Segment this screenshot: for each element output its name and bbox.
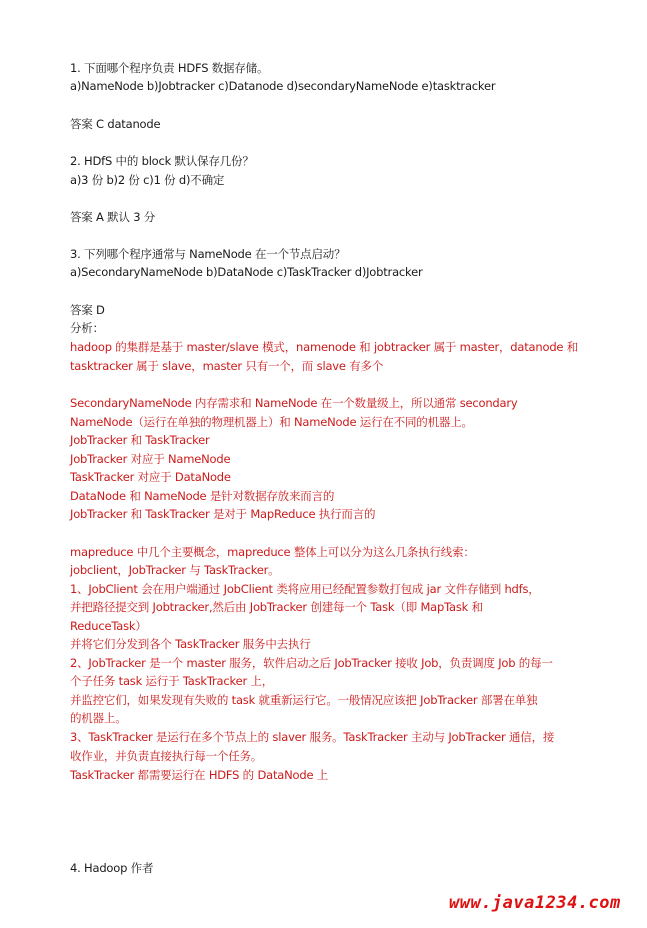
analysis-line: ReduceTask） [70,619,147,633]
analysis-line: 1、JobClient 会在用户端通过 JobClient 类将应用已经配置参数打包成 jar 文件存储到 hdfs， [70,582,540,596]
analysis-line: 并把路径提交到 Jobtracker,然后由 JobTracker 创建每一个 Task（即 MapTask 和 [70,600,483,614]
analysis-line: SecondaryNameNode 内存需求和 NameNode 在一个数量级上，所以通常 secondary [70,396,518,410]
analysis-line: DataNode 和 NameNode 是针对数据存放来而言的 [70,489,335,503]
analysis-line: NameNode（运行在单独的物理机器上）和 NameNode 运行在不同的机器上。 [70,415,473,429]
analysis-line: JobTracker 和 TaskTracker 是对于 MapReduce 执行而言的 [70,507,376,521]
analysis-line: 收作业，并负责直接执行每一个任务。 [70,749,263,763]
q4-question: 4. Hadoop 作者 [70,861,154,875]
q3-analysis-label: 分析： [70,321,104,335]
analysis-line: JobTracker 和 TaskTracker [70,433,210,447]
q3-options: a)SecondaryNameNode b)DataNode c)TaskTracker d)Jobtracker [70,265,423,279]
analysis-line: 的机器上。 [70,711,127,725]
analysis-line: TaskTracker 都需要运行在 HDFS 的 DataNode 上 [70,768,329,782]
analysis-line: hadoop 的集群是基于 master/slave 模式，namenode 和 jobtracker 属于 master，datanode 和 [70,340,579,354]
analysis-line: tasktracker 属于 slave，master 只有一个，而 slave 有多个 [70,359,384,373]
analysis-line: 并监控它们，如果发现有失败的 task 就重新运行它。一般情况应该把 JobTracker 部署在单独 [70,693,538,707]
q2-answer: 答案 A 默认 3 分 [70,210,156,224]
analysis-line: 3、TaskTracker 是运行在多个节点上的 slaver 服务。TaskTracker 主动与 JobTracker 通信，接 [70,730,555,744]
analysis-line: mapreduce 中几个主要概念，mapreduce 整体上可以分为这么几条执行线索： [70,545,475,559]
analysis-line: TaskTracker 对应于 DataNode [70,470,231,484]
analysis-line: 2、JobTracker 是一个 master 服务，软件启动之后 JobTracker 接收 Job，负责调度 Job 的每一 [70,656,553,670]
q1-question: 1. 下面哪个程序负责 HDFS 数据存储。 [70,61,269,75]
analysis-line: JobTracker 对应于 NameNode [70,452,231,466]
q2-options: a)3 份 b)2 份 c)1 份 d)不确定 [70,173,225,187]
analysis-line: 并将它们分发到各个 TaskTracker 服务中去执行 [70,637,311,651]
analysis-line: 个子任务 task 运行于 TaskTracker 上， [70,674,274,688]
q3-question: 3. 下列哪个程序通常与 NameNode 在一个节点启动？ [70,247,346,261]
analysis-line: jobclient，JobTracker 与 TaskTracker。 [70,563,280,577]
q1-options: a)NameNode b)Jobtracker c)Datanode d)secondaryNameNode e)tasktracker [70,79,496,93]
q3-answer: 答案 D [70,303,105,317]
q2-question: 2. HDfS 中的 block 默认保存几份？ [70,154,254,168]
q1-answer: 答案 C datanode [70,117,161,131]
watermark-logo: www.java1234.com [449,893,621,913]
